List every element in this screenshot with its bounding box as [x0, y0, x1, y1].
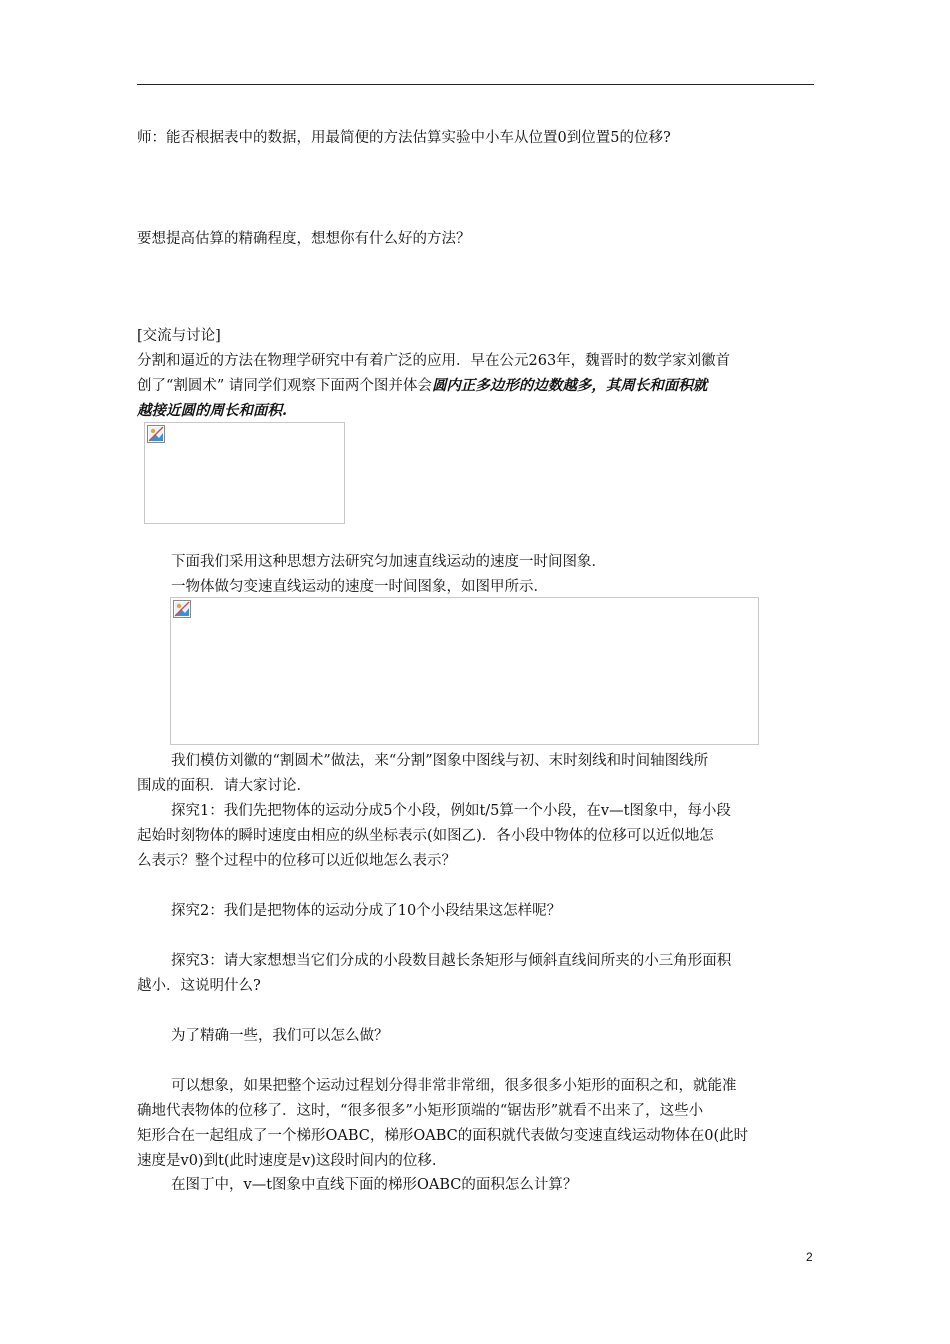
section-title: [交流与讨论] [137, 328, 221, 344]
explore-3-line-2: 越小．这说明什么? [137, 978, 261, 994]
paragraph-10: 在图丁中，v—t图象中直线下面的梯形OABC的面积怎么计算？ [171, 1177, 578, 1193]
broken-image-icon [173, 600, 191, 618]
paragraph-9-line-1: 可以想象，如果把整个运动过程划分得非常非常细，很多很多小矩形的面积之和，就能准 [171, 1078, 737, 1094]
precision-question: 为了精确一些，我们可以怎么做？ [171, 1028, 389, 1044]
explore-1-line-3: 么表示？整个过程中的位移可以近似地怎么表示？ [137, 853, 456, 869]
paragraph-2: 下面我们采用这种思想方法研究匀加速直线运动的速度一时间图象． [171, 554, 606, 570]
circle-polygon-image [144, 422, 345, 524]
teacher-question: 师：能否根据表中的数据，用最简便的方法估算实验中小车从位置0到位置5的位移? [137, 130, 671, 146]
paragraph-3: 一物体做匀变速直线运动的速度一时间图象，如图甲所示． [171, 579, 548, 595]
explore-2: 探究2：我们是把物体的运动分成了10个小段结果这怎样呢？ [171, 903, 562, 919]
explore-1-line-1: 探究1：我们先把物体的运动分成5个小段，例如t/5算一个小段，在v—t图象中，每小段 [171, 803, 731, 819]
paragraph-9-line-2: 确地代表物体的位移了．这时，“很多很多”小矩形顶端的“锯齿形”就看不出来了，这些小 [137, 1103, 704, 1119]
velocity-time-graph-image [170, 597, 759, 745]
page-number: 2 [806, 1250, 813, 1264]
paragraph-4-line-1: 我们模仿刘徽的“割圆术”做法，来“分割”图象中图线与初、末时刻线和时间轴图线所 [171, 753, 709, 769]
explore-1-line-2: 起始时刻物体的瞬时速度由相应的纵坐标表示(如图乙)．各小段中物体的位移可以近似地怎 [137, 828, 714, 844]
broken-image-icon [147, 425, 165, 443]
explore-3-line-1: 探究3：请大家想想当它们分成的小段数目越长条矩形与倾斜直线间所夹的小三角形面积 [171, 953, 732, 969]
paragraph-4-line-2: 围成的面积．请大家讨论． [137, 778, 311, 794]
paragraph-1-emphasis: 圆内正多边形的边数越多，其周长和面积就 [431, 377, 708, 394]
paragraph-1-line-2 [137, 376, 707, 396]
question-precision: 要想提高估算的精确程度，想想你有什么好的方法？ [137, 231, 471, 247]
paragraph-9-line-3: 矩形合在一起组成了一个梯形OABC，梯形OABC的面积就代表做匀变速直线运动物体在0(此时 [137, 1128, 749, 1144]
paragraph-1-line-3: 越接近圆的周长和面积. [137, 402, 288, 419]
paragraph-1-text: 创了“割圆术” 请同学们观察下面两个图并体会 [137, 378, 432, 394]
paragraph-9-line-4: 速度是v0)到t(此时速度是v)这段时间内的位移. [137, 1153, 437, 1169]
paragraph-1-line-1: 分割和逼近的方法在物理学研究中有着广泛的应用．早在公元263年，魏晋时的数学家刘徽首 [137, 353, 731, 369]
header-rule [137, 84, 814, 85]
